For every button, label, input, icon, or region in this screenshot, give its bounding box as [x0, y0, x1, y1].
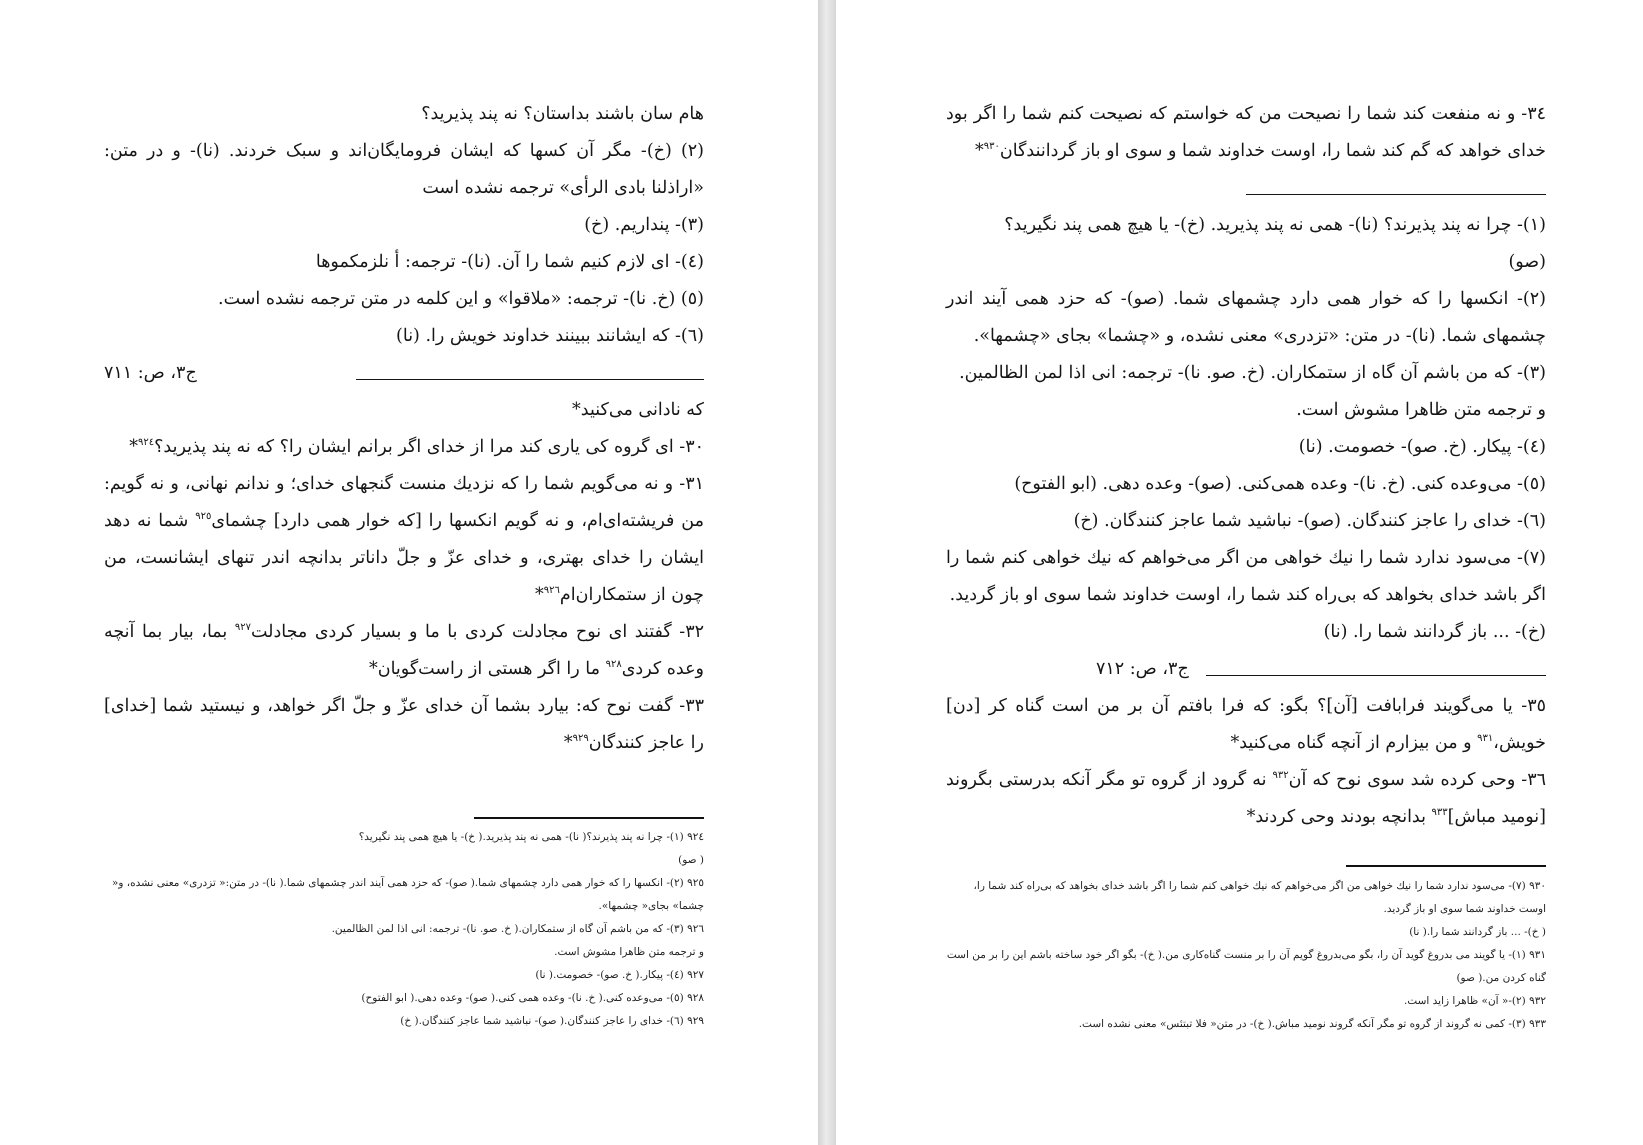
verse [104, 688, 704, 762]
verse-tail: نه گرود از گروه تو مگر آنکه بدرستی بگروند [نومید مباش] [946, 770, 1546, 827]
left-paragraph: (٤)- ای لازم کنیم شما را آن. (نا)- ترجمه: أ نلزمکموها [315, 252, 704, 272]
note: (٦)- خدای را عاجز کنندگان. (صو)- نباشید شما عاجز کنندگان. (خ) [1073, 511, 1546, 531]
verse [104, 392, 704, 429]
verse-tail: بدانچه بودند وحی کردند* [1246, 807, 1432, 827]
verse-tail: * [129, 437, 139, 457]
right-footnotes [946, 875, 1546, 1036]
verse-text: ۳٥- یا می‌گویند فرابافت [آن]؟ بگو: که فرا بافتم آن بر من است گناه کر [دن] خویش، [946, 696, 1546, 753]
footnote: ۹۲٦ (۳)- که من باشم آن گاه از ستمکاران.( خ. صو. نا)- ترجمه: انی اذا لمن الظالمین. [331, 923, 704, 935]
verse [946, 688, 1546, 762]
verse-text: ۳۰- ای گروه کی یاری کند مرا از خدای اگر برانم ایشان را؟ که نه پند پذیرید؟ [154, 437, 704, 457]
verse-tail: شما نه دهد ایشان را خدای بهتری، و خدای عزّ و جلّ داناتر بدانچه اندر تنهای ایشانست، من چون از ستمکاران‌ام [104, 511, 704, 605]
note: (صو) [1508, 252, 1546, 272]
separator-line [1246, 194, 1546, 195]
footnote-separator [474, 817, 704, 819]
left-paragraph: (٦)- که ایشانند ببینند خداوند خویش را. (نا) [396, 326, 704, 346]
footnote-ref: ۹۲۸ [605, 659, 622, 671]
verse-text: که نادانی می‌کنید* [572, 400, 704, 420]
note: (۳)- که من باشم آن گاه از ستمکاران. (خ. صو. نا)- ترجمه: انی اذا لمن الظالمین. [959, 363, 1546, 383]
page-break-rule [104, 355, 704, 392]
verse-text: ۳۳- گفت نوح که: بیارد بشما آن خدای عزّ و جلّ اگر خواهد، و نیستید شما [خدای] را عاجز کنندگان [104, 696, 704, 753]
verse-tail: * [535, 585, 544, 605]
page-break-line [1206, 675, 1546, 676]
note: (٤)- پیکار. (خ. صو)- خصومت. (نا) [1298, 437, 1546, 457]
note: (۲)- انکسها را که خوار همی دارد چشمهای شما. (صو)- که حزد همی آیند اندر چشمهای شما. (نا)- در متن: «تزدری» معنی نشده، و «چشما» بجای «چشمها». [946, 289, 1546, 346]
right-page [836, 0, 1643, 1145]
note: (۱)- چرا نه پند پذیرند؟ (نا)- همی نه پند پذیرید. (خ)- یا هیچ همی پند نگیرید؟ [1004, 215, 1546, 235]
footnote-ref: ۹۲۹ [572, 733, 589, 745]
footnote-ref: ۹۳۰ [983, 141, 1000, 153]
right-page-body [946, 96, 1546, 836]
verse [946, 762, 1546, 836]
left-paragraph: (٥) (خ. نا)- ترجمه: «ملاقوا» و این کلمه در متن ترجمه نشده است. [218, 289, 704, 309]
verse [104, 429, 704, 466]
verse-text: ۳۲- گفتند ای نوح مجادلت کردی با ما و بسیار کردی مجادلت [250, 622, 704, 642]
verse-text: ۳۱- و نه می‌گویم شما را که نزدیك منست گنجهای خدای؛ و ندانم نهانی، و نه گویم: من فریشته‌ای‌ام، و نه گویم انکسها را [که خوار همی دارد] چشمای [104, 474, 704, 531]
footnote: ۹۲۸ (٥)- می‌وعده کنی.( خ. نا)- وعده همی کنی.( صو)- وعده دهی.( ابو الفتوح) [361, 992, 704, 1004]
footnote-ref: ۹۳۳ [1431, 807, 1448, 819]
page-marker: ج۳، ص: ۷۱۱ [104, 363, 197, 383]
footnote: و ترجمه متن ظاهرا مشوش است. [554, 946, 704, 958]
verse [104, 466, 704, 614]
verse [946, 96, 1546, 170]
left-paragraph: (۲) (خ)- مگر آن کسها که ایشان فرومایگان‌اند و سبک خردند. (نا)- و در متن: «اراذلنا بادی الرأی» ترجمه نشده است [104, 141, 704, 198]
left-page [0, 0, 818, 1145]
footnote: ( صو) [678, 854, 704, 866]
footnote-ref: ۹۲٥ [195, 511, 212, 523]
left-paragraph: (۳)- پنداریم. (خ) [584, 215, 704, 235]
left-page-body [104, 96, 704, 762]
page-break-line [356, 379, 704, 380]
verse-tail: و من بیزارم از آنچه گناه می‌کنید* [1230, 733, 1478, 753]
footnote-ref: ۹۲۷ [234, 622, 251, 634]
verse-text: ۳٦- وحی کرده شد سوی نوح که آن [1288, 770, 1546, 790]
footnote: ۹۳۲ (۲)-« آن» ظاهرا زاید است. [1403, 995, 1546, 1007]
note: (خ)- ... باز گردانند شما را. (نا) [1323, 622, 1546, 642]
left-paragraph: هام سان باشند بداستان؟ نه پند پذیرید؟ [421, 104, 704, 124]
separator-rule [946, 170, 1546, 207]
footnote-ref: ۹۲٦ [543, 585, 560, 597]
footnote: ۹۳۱ (۱)- یا گویند می بدروغ گوید آن را، بگو می‌بدروغ گویم آن را بر منست گناه‌کاری من.( خ)- بگو اگر خود ساخته باشم این را بر من است گناه کردن من.( صو) [946, 949, 1546, 984]
verse-tail: * [975, 141, 984, 161]
verse-tail: * [563, 733, 573, 753]
footnote-ref: ۹۳۱ [1477, 733, 1494, 745]
footnote: ۹۳۰ (۷)- می‌سود ندارد شما را نیك خواهی من اگر می‌خواهم که نیك خواهی کنم شما را اگر باشد خدای بخواهد که بی‌راه کند شما را، اوست خداوند شما سوی او باز گردید. [973, 880, 1546, 915]
footnote-separator [1346, 865, 1546, 867]
footnote: ( خ)- ... باز گردانند شما را.( نا) [1409, 926, 1546, 938]
verse-text: ۳٤- و نه منفعت کند شما را نصیحت من که خواستم که نصیحت کنم شما را اگر بود خدای خواهد که گم کند شما را، اوست خداوند شما و سوی او باز گردانندگان [946, 104, 1546, 161]
page-break-rule [946, 651, 1546, 688]
verse-tail: ما را اگر هستی از راست‌گویان* [368, 659, 606, 679]
left-footnotes [104, 826, 704, 1033]
footnote-ref: ۹۳۲ [1272, 770, 1289, 782]
footnote: ۹۲۹ (٦)- خدای را عاجز کنندگان.( صو)- نباشید شما عاجز کنندگان.( خ) [400, 1015, 704, 1027]
note: (٥)- می‌وعده کنی. (خ. نا)- وعده همی‌کنی. (صو)- وعده دهی. (ابو الفتوح) [1014, 474, 1546, 494]
page-marker: ج۳، ص: ۷۱۲ [1096, 659, 1189, 679]
verse [104, 614, 704, 688]
note: و ترجمه متن ظاهرا مشوش است. [1296, 400, 1546, 420]
footnote-ref: ۹۲٤ [138, 437, 155, 449]
verse-tail: بما، بیار بما آنچه وعده کردی [104, 622, 704, 679]
footnote: ۹۲۷ (٤)- پیکار.( خ. صو)- خصومت.( نا) [535, 969, 704, 981]
page-gutter [818, 0, 836, 1145]
note: (۷)- می‌سود ندارد شما را نیك خواهی من اگر می‌خواهم که نیك خواهی کنم شما را اگر باشد خدای بخواهد که بی‌راه کند شما را، اوست خداوند شما سوی او باز گردید. [946, 548, 1546, 605]
footnote: ۹۲٤ (۱)- چرا نه پند پذیرند؟( نا)- همی نه پند پذیرید.( خ)- یا هیچ همی پند نگیرید؟ [358, 831, 704, 843]
footnote: ۹۲٥ (۲)- انکسها را که خوار همی دارد چشمهای شما.( صو)- که حزد همی آیند اندر چشمهای شما.( نا)- در متن:« تزدری» معنی نشده، و« چشما» بجای« چشمها». [111, 877, 704, 912]
footnote: ۹۳۳ (۳)- کمی نه گروند از گروه تو مگر آنکه گروند نومید مباش.( خ)- در متن« فلا تبتئس» معنی نشده است. [1078, 1018, 1546, 1030]
